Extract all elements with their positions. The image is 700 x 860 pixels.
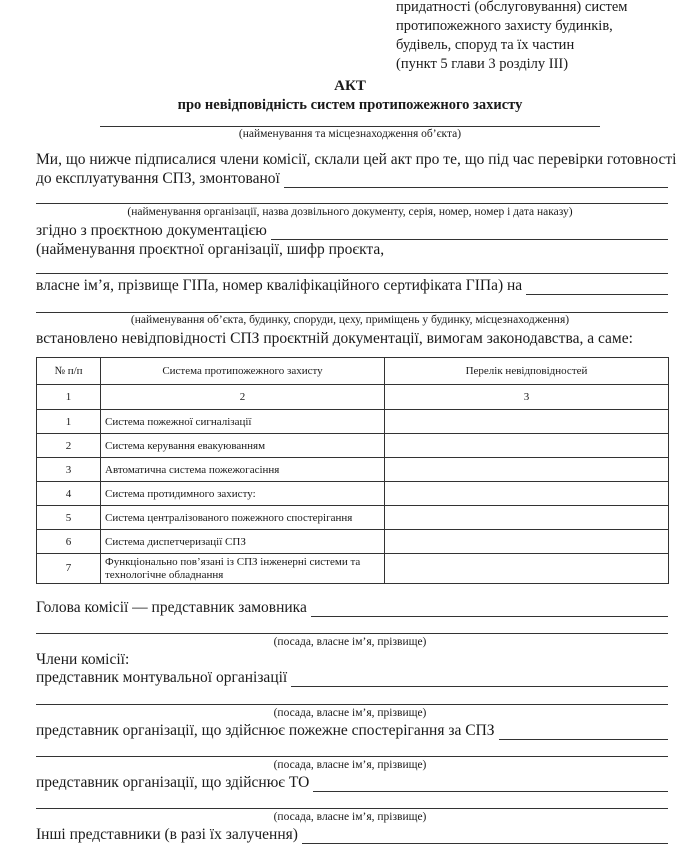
table-header-row — [37, 358, 669, 385]
building-caption: (найменування об’єкта, будинку, споруди, цеху, приміщень у будинку, місцезнаходження) — [130, 314, 570, 326]
object-caption: (найменування та місцезнаходження об’єкта) — [238, 128, 462, 140]
document-title: АКТ — [334, 78, 366, 94]
chair-underline — [311, 602, 668, 617]
members-label: Члени комісії: — [36, 651, 130, 668]
table-row — [37, 458, 669, 482]
monitoring-field — [36, 722, 668, 740]
row-issues[interactable] — [385, 506, 669, 530]
table-row — [37, 530, 669, 554]
monitoring-position-line — [36, 756, 668, 757]
row-system: Функціонально пов’язані із СПЗ інженерні системи та технологічне обладнання — [101, 554, 385, 584]
project-doc-underline — [271, 225, 668, 240]
table-row — [37, 482, 669, 506]
installed-by-underline — [284, 173, 668, 188]
position-caption: (посада, власне ім’я, прізвище) — [273, 636, 427, 648]
installer-underline — [291, 672, 668, 687]
row-issues[interactable] — [385, 554, 669, 584]
row-system: Система пожежної сигналізації — [101, 410, 385, 434]
position-caption: (посада, власне ім’я, прізвище) — [273, 811, 427, 823]
row-number: 2 — [37, 434, 101, 458]
object-name-line — [100, 126, 600, 127]
chair-field — [36, 599, 668, 617]
nonconformity-table — [36, 357, 669, 584]
installer-label: представник монтувальної організації — [36, 669, 288, 686]
header-note-line: придатності (обслуговування) систем — [396, 0, 628, 15]
others-field — [36, 826, 668, 844]
intro-line-2: до експлуатування СПЗ, змонтованої — [36, 170, 280, 187]
position-caption: (посада, власне ім’я, прізвище) — [273, 759, 427, 771]
table-column-numbers-row — [37, 385, 669, 410]
row-issues[interactable] — [385, 482, 669, 506]
gip-field — [36, 277, 668, 295]
installer-field — [36, 669, 668, 687]
gip-line: власне ім’я, прізвище ГІПа, номер кваліфікаційного сертифіката ГІПа) на — [36, 277, 523, 294]
table-row — [37, 506, 669, 530]
row-issues[interactable] — [385, 410, 669, 434]
table-col-number: 1 — [37, 385, 101, 410]
intro-line-1: Ми, що нижче підписалися члени комісії, склали цей акт про те, що під час перевірки готовності — [36, 151, 677, 168]
table-col-number: 3 — [385, 385, 669, 410]
project-org-line: (найменування проєктної організації, шифр проєкта, — [36, 241, 385, 258]
header-note-line: (пункт 5 глави 3 розділу ІІІ) — [396, 56, 569, 72]
org-caption: (найменування організації, назва дозвільного документу, серія, номер, номер і дата наказу) — [127, 206, 573, 218]
row-number: 5 — [37, 506, 101, 530]
project-doc-field — [36, 222, 668, 240]
project-org-blank-line — [36, 273, 668, 274]
row-system: Система централізованого пожежного спостерігання — [101, 506, 385, 530]
installer-position-line — [36, 704, 668, 705]
position-caption: (посада, власне ім’я, прізвище) — [273, 707, 427, 719]
maintenance-position-line — [36, 808, 668, 809]
project-line: згідно з проєктною документацією — [36, 222, 267, 239]
row-system: Система керування евакуюванням — [101, 434, 385, 458]
chair-label: Голова комісії — представник замовника — [36, 599, 307, 616]
table-header-num: № п/п — [37, 358, 101, 385]
org-line — [36, 203, 668, 204]
monitoring-label: представник організації, що здійснює пожежне спостерігання за СПЗ — [36, 722, 495, 739]
row-system: Система протидимного захисту: — [101, 482, 385, 506]
row-number: 4 — [37, 482, 101, 506]
document-subtitle: про невідповідність систем протипожежного захисту — [177, 97, 523, 113]
row-issues[interactable] — [385, 458, 669, 482]
table-row — [37, 434, 669, 458]
gip-underline — [526, 280, 668, 295]
others-label: Інші представники (в разі їх залучення) — [36, 826, 298, 843]
table-row — [37, 410, 669, 434]
maintenance-underline — [313, 777, 668, 792]
table-header-issues: Перелік невідповідностей — [385, 358, 669, 385]
table-col-number: 2 — [101, 385, 385, 410]
row-number: 6 — [37, 530, 101, 554]
others-underline — [302, 829, 668, 844]
building-line — [36, 312, 668, 313]
monitoring-underline — [499, 725, 668, 740]
row-number: 7 — [37, 554, 101, 584]
chair-position-line — [36, 633, 668, 634]
table-header-system: Система протипожежного захисту — [101, 358, 385, 385]
row-issues[interactable] — [385, 530, 669, 554]
row-issues[interactable] — [385, 434, 669, 458]
maintenance-label: представник організації, що здійснює ТО — [36, 774, 310, 791]
header-note-line: будівель, споруд та їх частин — [396, 37, 575, 53]
established-line: встановлено невідповідності СПЗ проєктній документації, вимогам законодавства, а саме: — [36, 330, 633, 347]
row-system: Система диспетчеризації СПЗ — [101, 530, 385, 554]
header-note — [396, 0, 627, 74]
header-note-line: протипожежного захисту будинків, — [396, 18, 613, 34]
row-system: Автоматична система пожежогасіння — [101, 458, 385, 482]
maintenance-field — [36, 774, 668, 792]
row-number: 3 — [37, 458, 101, 482]
table-row — [37, 554, 669, 584]
installed-by-field — [36, 170, 668, 188]
row-number: 1 — [37, 410, 101, 434]
